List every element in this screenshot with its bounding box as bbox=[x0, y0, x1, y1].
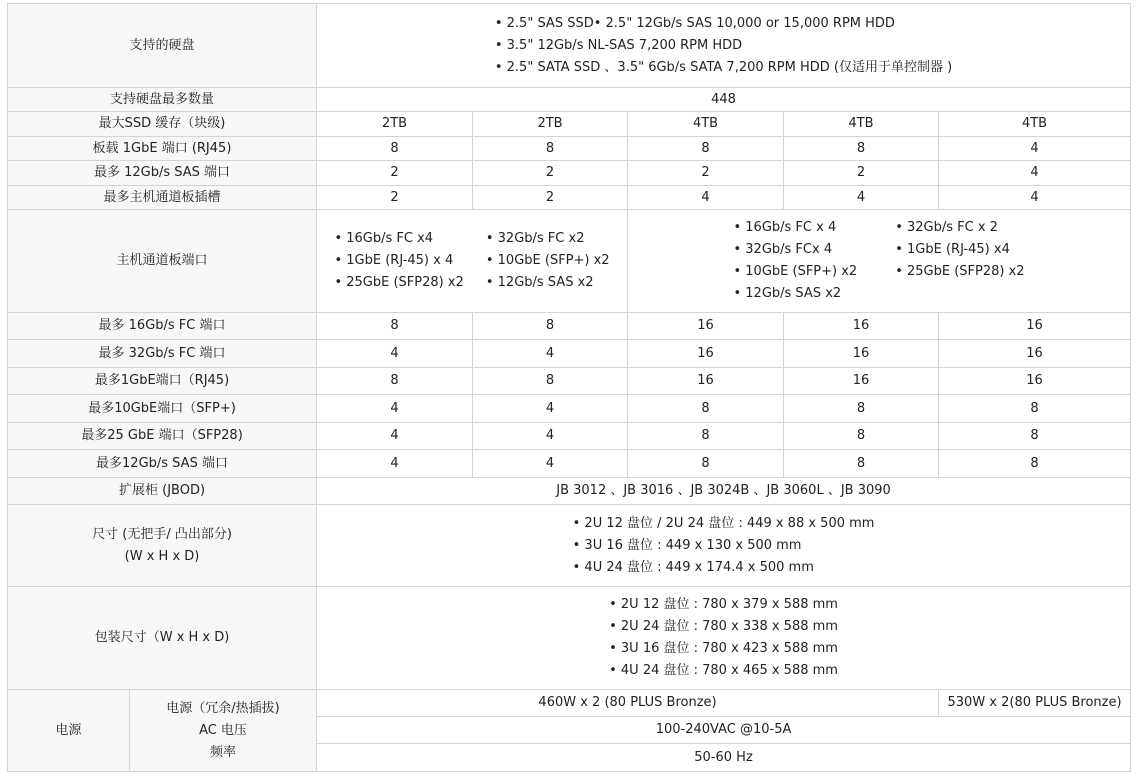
value-cell: 2 bbox=[317, 186, 473, 210]
host-ports-group-2 bbox=[628, 210, 1131, 313]
value-cell: 2 bbox=[784, 161, 939, 186]
value-cell: 8 bbox=[473, 368, 628, 395]
value-cell: 8 bbox=[939, 395, 1131, 423]
value-cell: 8 bbox=[317, 313, 473, 340]
row-label: 支持硬盘最多数量 bbox=[8, 88, 317, 112]
list-item: • 2U 24 盘位 : 780 x 338 x 588 mm bbox=[609, 616, 838, 638]
row-sfp-plus bbox=[8, 395, 1131, 423]
value-cell: 530W x 2(80 PLUS Bronze) bbox=[939, 690, 1131, 717]
value-cell: 4TB bbox=[784, 112, 939, 137]
row-label: 主机通道板端口 bbox=[8, 210, 317, 313]
value-cell: 16 bbox=[784, 340, 939, 368]
row-gbe-max bbox=[8, 368, 1131, 395]
value-cell: 16 bbox=[939, 340, 1131, 368]
value-cell: 4 bbox=[317, 395, 473, 423]
list-item: • 32Gb/s FC x2 bbox=[486, 228, 610, 250]
power-label: 电源 bbox=[8, 690, 130, 772]
row-host-ports bbox=[8, 210, 1131, 313]
value-cell: 2 bbox=[473, 186, 628, 210]
list-item: • 3.5" 12Gb/s NL-SAS 7,200 RPM HDD bbox=[495, 35, 952, 57]
row-sas-ports bbox=[8, 161, 1131, 186]
value-cell: 16 bbox=[784, 368, 939, 395]
value-cell: 4 bbox=[473, 450, 628, 478]
list-item: • 32Gb/s FCx 4 bbox=[733, 239, 857, 261]
list-item: • 2U 12 盘位 / 2U 24 盘位 : 449 x 88 x 500 mm bbox=[573, 513, 875, 535]
power-sub-label: 频率 bbox=[210, 744, 237, 760]
value-cell: 16 bbox=[628, 368, 784, 395]
row-label: 最多主机通道板插槽 bbox=[8, 186, 317, 210]
row-ssd-cache bbox=[8, 112, 1131, 137]
row-sfp28 bbox=[8, 423, 1131, 450]
value-cell: 8 bbox=[784, 423, 939, 450]
power-sub-labels bbox=[130, 690, 317, 772]
row-label: 最多 12Gb/s SAS 端口 bbox=[8, 161, 317, 186]
row-sas-max bbox=[8, 450, 1131, 478]
row-fc16 bbox=[8, 313, 1131, 340]
value-cell: 2 bbox=[317, 161, 473, 186]
row-supported-drives bbox=[8, 4, 1131, 88]
row-label-line: (W x H x D) bbox=[124, 548, 200, 564]
row-label: 扩展柜 (JBOD) bbox=[8, 478, 317, 505]
value-cell: JB 3012 、JB 3016 、JB 3024B 、JB 3060L 、JB 3090 bbox=[317, 478, 1131, 505]
value-cell: 8 bbox=[317, 137, 473, 161]
list-item: • 10GbE (SFP+) x2 bbox=[486, 250, 610, 272]
value-cell: 8 bbox=[784, 450, 939, 478]
value-cell: 8 bbox=[628, 137, 784, 161]
value-cell: 4 bbox=[473, 423, 628, 450]
list-item: • 4U 24 盘位 : 780 x 465 x 588 mm bbox=[609, 660, 838, 682]
power-sub-label: 电源（冗余/热插拔) bbox=[166, 700, 280, 716]
row-label: 最多25 GbE 端口（SFP28) bbox=[8, 423, 317, 450]
list-item: • 1GbE (RJ-45) x 4 bbox=[334, 250, 463, 272]
row-label: 最大SSD 缓存（块级) bbox=[8, 112, 317, 137]
value-cell: 448 bbox=[317, 88, 1131, 112]
list-item: • 16Gb/s FC x 4 bbox=[733, 217, 857, 239]
value-cell: 8 bbox=[473, 313, 628, 340]
row-label: 最多10GbE端口（SFP+) bbox=[8, 395, 317, 423]
row-label bbox=[8, 505, 317, 587]
list-item: • 3U 16 盘位 : 449 x 130 x 500 mm bbox=[573, 535, 875, 557]
value-cell: 4 bbox=[939, 137, 1131, 161]
host-ports-list bbox=[895, 217, 1024, 283]
value-cell: 8 bbox=[939, 423, 1131, 450]
host-ports-group-1 bbox=[317, 210, 628, 313]
list-item: • 16Gb/s FC x4 bbox=[334, 228, 463, 250]
value-cell: 4 bbox=[939, 161, 1131, 186]
drives-list bbox=[495, 13, 952, 79]
list-item: • 1GbE (RJ-45) x4 bbox=[895, 239, 1024, 261]
row-label: 支持的硬盘 bbox=[8, 4, 317, 88]
row-onboard-gbe bbox=[8, 137, 1131, 161]
dimensions-cell bbox=[317, 505, 1131, 587]
row-hba-slots bbox=[8, 186, 1131, 210]
value-cell: 4 bbox=[473, 340, 628, 368]
value-cell: 16 bbox=[784, 313, 939, 340]
row-label: 最多 32Gb/s FC 端口 bbox=[8, 340, 317, 368]
value-cell: 4TB bbox=[628, 112, 784, 137]
value-cell: 2TB bbox=[473, 112, 628, 137]
list-item: • 12Gb/s SAS x2 bbox=[486, 272, 610, 294]
power-sub-label: AC 电压 bbox=[199, 722, 247, 738]
row-fc32 bbox=[8, 340, 1131, 368]
row-power-psu bbox=[8, 690, 1131, 717]
value-cell: 4 bbox=[784, 186, 939, 210]
value-cell: 8 bbox=[784, 137, 939, 161]
row-label-line: 尺寸 (无把手/ 凸出部分) bbox=[92, 526, 232, 542]
list-item: • 12Gb/s SAS x2 bbox=[733, 283, 857, 305]
list-item: • 2.5" SATA SSD 、3.5" 6Gb/s SATA 7,200 RPM HDD (仅适用于单控制器 ) bbox=[495, 57, 952, 79]
row-label: 最多12Gb/s SAS 端口 bbox=[8, 450, 317, 478]
value-cell: 8 bbox=[317, 368, 473, 395]
value-cell: 16 bbox=[628, 313, 784, 340]
row-jbod bbox=[8, 478, 1131, 505]
value-cell: 4 bbox=[317, 340, 473, 368]
list-item: • 10GbE (SFP+) x2 bbox=[733, 261, 857, 283]
value-cell: 16 bbox=[939, 368, 1131, 395]
value-cell: 4 bbox=[939, 186, 1131, 210]
list-item: • 2.5" SAS SSD• 2.5" 12Gb/s SAS 10,000 or 15,000 RPM HDD bbox=[495, 13, 952, 35]
value-cell: 4 bbox=[628, 186, 784, 210]
host-ports-list bbox=[733, 217, 857, 305]
host-ports-list bbox=[486, 228, 610, 294]
value-cell: 4 bbox=[473, 395, 628, 423]
row-dimensions bbox=[8, 505, 1131, 587]
value-cell: 4 bbox=[317, 450, 473, 478]
host-ports-list bbox=[334, 228, 463, 294]
row-label: 最多 16Gb/s FC 端口 bbox=[8, 313, 317, 340]
row-label: 最多1GbE端口（RJ45) bbox=[8, 368, 317, 395]
list-item: • 2U 12 盘位 : 780 x 379 x 588 mm bbox=[609, 594, 838, 616]
value-cell: 8 bbox=[628, 423, 784, 450]
row-label: 板载 1GbE 端口 (RJ45) bbox=[8, 137, 317, 161]
value-cell: 8 bbox=[628, 450, 784, 478]
value-cell: 2TB bbox=[317, 112, 473, 137]
list-item: • 25GbE (SFP28) x2 bbox=[334, 272, 463, 294]
value-cell: 8 bbox=[784, 395, 939, 423]
value-cell: 8 bbox=[939, 450, 1131, 478]
list-item: • 32Gb/s FC x 2 bbox=[895, 217, 1024, 239]
value-cell: 16 bbox=[628, 340, 784, 368]
list-item: • 25GbE (SFP28) x2 bbox=[895, 261, 1024, 283]
spec-table bbox=[7, 3, 1131, 772]
value-cell: 2 bbox=[628, 161, 784, 186]
value-cell: 100-240VAC @10-5A bbox=[317, 717, 1131, 744]
package-list bbox=[609, 594, 838, 682]
list-item: • 4U 24 盘位 : 449 x 174.4 x 500 mm bbox=[573, 557, 875, 579]
row-package bbox=[8, 587, 1131, 690]
value-cell: 460W x 2 (80 PLUS Bronze) bbox=[317, 690, 939, 717]
value-cell: 2 bbox=[473, 161, 628, 186]
list-item: • 3U 16 盘位 : 780 x 423 x 588 mm bbox=[609, 638, 838, 660]
value-cell: 8 bbox=[628, 395, 784, 423]
dimensions-list bbox=[573, 513, 875, 579]
value-cell: 16 bbox=[939, 313, 1131, 340]
drives-cell bbox=[317, 4, 1131, 88]
value-cell: 4TB bbox=[939, 112, 1131, 137]
value-cell: 50-60 Hz bbox=[317, 744, 1131, 772]
value-cell: 8 bbox=[473, 137, 628, 161]
value-cell: 4 bbox=[317, 423, 473, 450]
row-label: 包装尺寸（W x H x D) bbox=[8, 587, 317, 690]
row-max-drives bbox=[8, 88, 1131, 112]
package-cell bbox=[317, 587, 1131, 690]
